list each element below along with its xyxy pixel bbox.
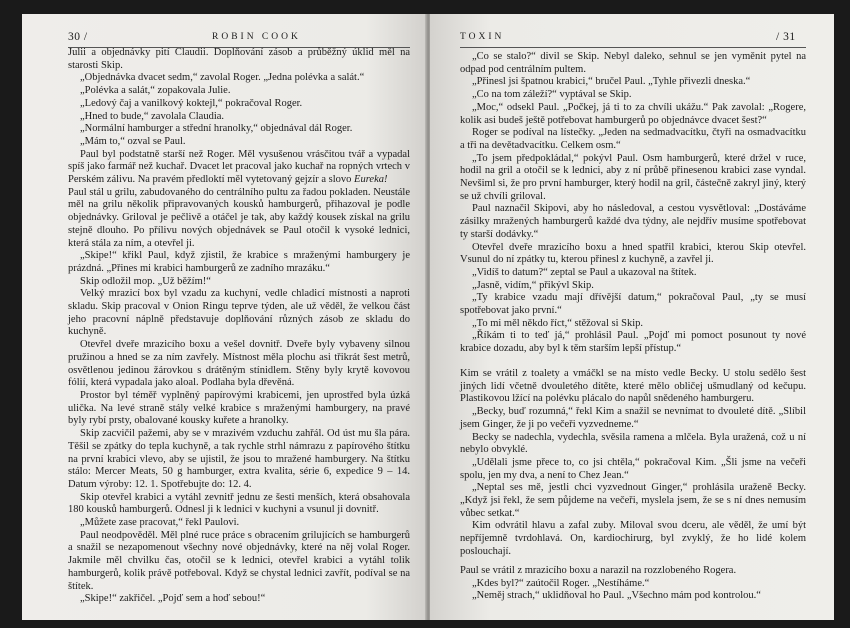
paragraph: Skip otevřel krabici a vytáhl zevnitř jednu ze šesti menších, která obsahovala 180 kousků hamburgerů. Odnesl ji k lednici v kuchyni a vsunul ji dovnitř. (68, 491, 410, 516)
left-page (22, 14, 427, 620)
paragraph: Otevřel dveře mrazicího boxu a hned spatřil krabici, kterou Skip otevřel. Vsunul do ní zpátky tu, kterou přinesl z kuchyně, a zavřel ji. (460, 241, 806, 266)
paragraph: Julii a objednávky pití Claudii. Doplňování zásob a průběžný úklid měl na starosti Skip. (68, 47, 410, 71)
left-page-number: 30 / (68, 31, 88, 43)
paragraph: „Můžete zase pracovat,“ řekl Paulovi. (80, 517, 240, 529)
paragraph: Kim se vrátil z toalety a vmáčkl se na místo vedle Becky. U stolu sedělo šest jiných lidí včetně dvouletého dítěte, které mělo obličej ušmudlaný od kečupu. Plastikovou lžící na polévku plácalo do napůl snědeného hamburgeru. (460, 368, 806, 405)
paragraph: „Co na tom záleží?“ vyptával se Skip. (472, 89, 632, 101)
right-section-3 (460, 565, 806, 603)
paragraph: Paul neodpověděl. Měl plné ruce práce s obracením grilujících se hamburgerů a snažil se nezapomenout všechny nové objednávky, které na něj volal Roger. Jakmile měl chvilku čas, otočil se k lednici, otevřel krabici a vytáhl tolik hamburgerů, kolik právě potřeboval. Když se chystal lednici zavřít, podíval se na štítek. (68, 529, 410, 592)
paragraph: „Skipe!“ křikl Paul, když zjistil, že krabice s mraženými hamburgery je prázdná. „Přines mi krabici hamburgerů ze zadního mrazáku.“ (68, 250, 410, 274)
book-spread (22, 14, 834, 620)
paragraph: Roger se podíval na lístečky. „Jeden na sedmadvacítku, čtyři na osmadvacítku a tři na devětadvacítku. Celkem osm.“ (460, 127, 806, 151)
paragraph: „Co se stalo?“ divil se Skip. Nebyl daleko, sehnul se jen vyměnit pytel na odpad pod centrálním pultem. (460, 51, 806, 75)
paragraph: „Ledový čaj a vanilkový koktejl,“ pokračoval Roger. (80, 97, 303, 109)
paragraph: „Moc,“ odsekl Paul. „Počkej, já ti to za chvíli ukážu.“ Pak zavolal: „Rogere, kolik asi budeš ještě potřebovat hamburgerů po objednávce dvacet šest?“ (460, 101, 806, 126)
italic-word: Eureka! (354, 174, 388, 186)
paragraph: „Mám to,“ ozval se Paul. (80, 135, 186, 147)
paragraph: „Jasně, vidím,“ přikývl Skip. (472, 279, 594, 291)
paragraph: Otevřel dveře mrazicího boxu a vešel dovnitř. Dveře byly vybaveny silnou pružinou a hned se za ním zavřely. Místnost měla plochu asi třikrát šest metrů, osvětlenou jedinou žárovkou s drátěným stínidlem. Stěny byly krytě kovovou fólií, která vypadala jako aloal. Podlaha byla dřevěná. (68, 339, 410, 389)
paragraph: „Polévka a salát,“ zopakovala Julie. (80, 85, 231, 97)
left-body-text (68, 47, 410, 606)
paragraph: „Udělali jsme přece to, co jsi chtěla,“ pokračoval Kim. „Šli jsme na večeři spolu, jen my dva, a není to Chez Jean.“ (460, 456, 806, 481)
right-section-2 (460, 368, 806, 559)
right-header-rule (460, 47, 806, 48)
paragraph: „To mi měl někdo říct,“ stěžoval si Skip. (472, 317, 644, 329)
paragraph: „Neptal ses mě, jestli chci vyzvednout Ginger,“ prohlásila uraženě Becky. „Když jsi řekl, že sem půjdeme na večeři, myslela jsem, že se s ní dnes nemusím vůbec setkat.“ (460, 482, 806, 519)
paragraph: Becky se nadechla, vydechla, svěsila ramena a mlčela. Byla uražená, což u ní nebylo obvyklé. (460, 431, 806, 456)
paragraph: „To jsem předpokládal,“ pokývl Paul. Osm hamburgerů, které držel v ruce, hodil na gril a otočil se k lednici, aby z ní průbě přinesenou krabici zase vyndal. Nevšiml si, že pro první hamburger, který hodil na gril, částečně zakryl jiný, který se už chvíli griloval. (460, 152, 806, 202)
paragraph: Paul stál u grilu, zabudovaného do centrálního pultu za řadou pokladen. Neustále měl na grilu několik připravovaných kousků hamburgerů, přihazoval je podle objednávky. Griloval je pečlivě a otáčel je tak, aby každý kousek získal na grilu stejně dlouho. Po přílivu nových objednávek se Paul otočil k vysoké lednici, která stála za ním, a otevřel ji. (68, 186, 410, 249)
paragraph: „Přinesl jsi špatnou krabici,“ bručel Paul. „Tyhle přivezli dneska.“ (472, 76, 751, 88)
paragraph: „Kdes byl?“ zaútočil Roger. „Nestíháme.“ (472, 577, 650, 589)
paragraph: „Skipe!“ zakřičel. „Pojď sem a hoď sebou!“ (80, 593, 266, 605)
right-section-1 (460, 51, 806, 356)
paragraph: „Objednávka dvacet sedm,“ zavolal Roger. „Jedna polévka a salát.“ (80, 72, 365, 84)
paragraph: Paul byl podstatně starší než Roger. Měl vysušenou vrásčitou tvář a vypadal spíš jako farmář než kuchař. Dvacet let pracoval jako kuchař na ropných vrtech v Perském zálivu. Na pravém předloktí měl vytetovaný gejzír a slovo Eureka! (68, 148, 410, 186)
paragraph: „Hned to bude,“ zavolala Claudia. (80, 110, 225, 122)
paragraph: „Vidíš to datum?“ zeptal se Paul a ukazoval na štítek. (472, 266, 697, 278)
paragraph: Paul se vrátil z mrazicího boxu a narazil na rozzlobeného Rogera. (460, 565, 737, 576)
paragraph: „Říkám ti to teď já,“ prohlásil Paul. „Pojď mi pomoct posunout ty nové krabice dozadu, aby byl k těm starším lepší přístup.“ (460, 330, 806, 355)
left-running-head: ROBIN COOK (212, 32, 301, 42)
right-page-number: / 31 (776, 31, 796, 43)
paragraph: Skip odložil mop. „Už běžím!“ (80, 275, 211, 287)
paragraph: „Ty krabice vzadu mají dřívější datum,“ pokračoval Paul, „ty se musí spotřebovat jako první.“ (460, 292, 806, 317)
right-running-head: TOXIN (460, 32, 505, 42)
right-page (430, 14, 834, 620)
paragraph: Paul naznačil Skipovi, aby ho následoval, a cestou vysvětloval: „Dostáváme zásilky mražených hamburgerů každé dva týdny, ale nejdřív musíme spotřebovat ty starší dodávky.“ (460, 203, 806, 240)
paragraph: Kim odvrátil hlavu a zafal zuby. Miloval svou dceru, ale věděl, že umí být nepříjemně tvrdohlavá. On, kardiochirurg, byl zvyklý, že ho lidé kolem poslouchají. (460, 520, 806, 557)
paragraph: Prostor byl téměř vyplněný papírovými krabicemi, jen uprostřed byla úzká ulička. Na levé straně stály velké krabice s mraženými hamburgery, na pravé byly rybí prsty, obalované kousky kuřete a hranolky. (68, 389, 410, 427)
paragraph: „Neměj strach,“ uklidňoval ho Paul. „Všechno mám pod kontrolou.“ (472, 590, 761, 602)
paragraph: Velký mrazicí box byl vzadu za kuchyní, vedle chladicí místnosti a naproti skladu. Skip pracoval v Onion Ringu teprve týden, ale už věděl, že velkou část jeho pracovní náplně představuje doplňování různých zásob ze skladu do kuchyně. (68, 288, 410, 338)
paragraph: „Becky, buď rozumná,“ řekl Kim a snažil se nevnímat to dvouleté dítě. „Slíbil jsem Ginger, že ji po večeři vyzvedneme.“ (460, 406, 806, 430)
paragraph: „Normální hamburger a střední hranolky,“ objednával dál Roger. (80, 123, 353, 135)
paragraph: Skip zacvičil pažemi, aby se v mrazivém vzduchu zahřál. Od úst mu šla pára. Těšil se zpátky do tepla kuchyně, a tak rychle strhl námrazu z papírového štítku na první krabici vlevo, aby se ujistil, že jsou to mražené hamburgery. Na štítku stálo: Mercer Meats, 50 g hamburger, extra kvalita, série 6, expedice 9 – 14. Datum výroby: 12. 1. Spotřebujte do: 12. 4. (68, 428, 410, 490)
